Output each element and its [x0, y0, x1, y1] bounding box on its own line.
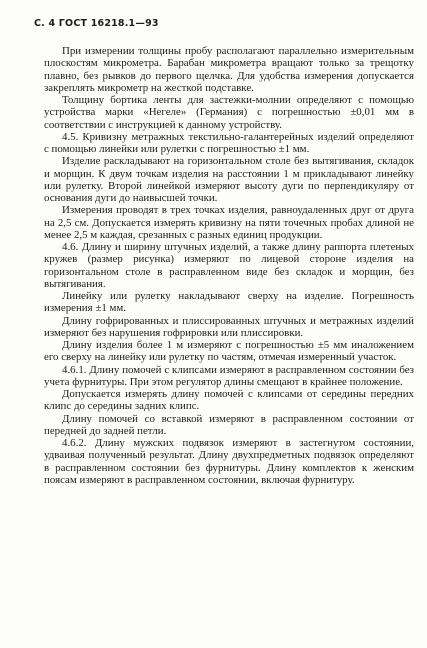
- paragraph-long-items: Длину изделия более 1 м измеряют с погрешностью ±5 мм иналожением его сверху на линейку или рулетку по частям, отмечая измеренный участок.: [44, 339, 414, 364]
- paragraph-4-6-length-width: 4.6. Длину и ширину штучных изделий, а также длину раппорта плетеных кружев (размер рисунка) измеряют по лицевой стороне изделия на горизонтальном столе в расправленном виде без складок и морщин, без вытягивания.: [44, 241, 414, 290]
- paragraph-4-5-curvature: 4.5. Кривизну метражных текстильно-галантерейных изделий определяют с помощью линейки или рулетки с погрешностью ±1 мм.: [44, 130, 414, 155]
- paragraph-ruler-placement: Линейку или рулетку накладывают сверху на изделие. Погрешность измерения ±1 мм.: [44, 290, 414, 315]
- paragraph-pleated-items: Длину гофрированных и плиссированных штучных и метражных изделий измеряют без нарушения гофрировки или плиссировки.: [44, 314, 414, 339]
- paragraph-curvature-points: Измерения проводят в трех точках изделия, равноудаленных друг от друга на 2,5 см. Допускается измерять кривизну на пяти точечных пробах длиной не менее 2,5 м каждая, срезанных с разных единиц продукции.: [44, 204, 414, 241]
- paragraph-curvature-method: Изделие раскладывают на горизонтальном столе без вытягивания, складок и морщин. К двум точкам изделия на расстоянии 1 м прикладывают линейку или рулетку. Второй линейкой измеряют высоту дуги по перпендикуляру от основания дуги до наивысшей точки.: [44, 155, 414, 204]
- paragraph-suspenders-insert: Длину помочей со вставкой измеряют в расправленном состоянии от передней до задней петли.: [44, 412, 414, 437]
- page-header: С. 4 ГОСТ 16218.1—93: [34, 18, 159, 29]
- paragraph-4-6-2-garters: 4.6.2. Длину мужских подвязок измеряют в застегнутом состоянии, удваивая полученный результат. Длину двухпредметных подвязок определяют в расправленном состоянии без фурнитуры. Длину комплектов к женским поясам измеряют в расправленном состоянии, включая фурнитуру.: [44, 437, 414, 486]
- paragraph-zipper-edge: Толщину бортика ленты для застежки-молнии определяют с помощью устройства марки «Негеле» (Германия) с погрешностью ±0,01 мм в соответствии с инструкцией к данному устройству.: [44, 94, 414, 131]
- document-body: [44, 45, 414, 486]
- paragraph-suspenders-clips: Допускается измерять длину помочей с клипсами от середины передних клипс до середины задних клипс.: [44, 388, 414, 413]
- paragraph-thickness-measurement: При измерении толщины пробу располагают параллельно измерительным плоскостям микрометра. Барабан микрометра вращают только за трещотку плавно, без рывков до первого щелчка. Для удобства измерения допускается закреплять микрометр на жесткой подставке.: [44, 45, 414, 94]
- paragraph-4-6-1-suspenders: 4.6.1. Длину помочей с клипсами измеряют в расправленном состоянии без учета фурнитуры. При этом регулятор длины смещают в крайнее положение.: [44, 363, 414, 388]
